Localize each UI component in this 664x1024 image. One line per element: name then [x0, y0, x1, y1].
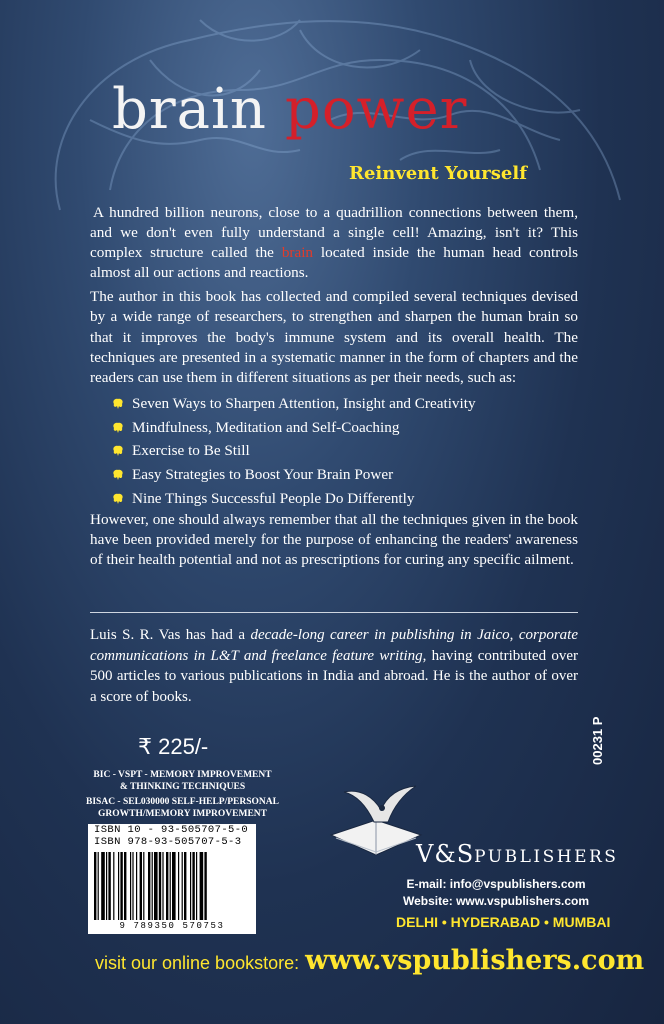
book-title — [112, 77, 468, 142]
barcode-bar — [170, 852, 171, 920]
book-blurb — [90, 203, 578, 575]
author-career: decade-long career in publishing in Jaico, corporate communications in L&T and freelance feature writing — [90, 627, 578, 664]
barcode-bar — [120, 852, 122, 920]
brain-bullet-icon — [112, 422, 124, 433]
publisher-name: V&SPUBLISHERS — [416, 840, 619, 868]
barcode-bars — [94, 852, 250, 920]
barcode-bar — [148, 852, 150, 920]
technique-list — [90, 392, 578, 510]
barcode-bar — [182, 852, 183, 920]
barcode-bar — [101, 852, 105, 920]
online-bookstore: visit our online bookstore: www.vspublishers.com — [95, 945, 645, 976]
brain-bullet-icon — [112, 445, 124, 456]
barcode-bar — [106, 852, 107, 920]
blurb-paragraph-2: The author in this book has collected and compiled several techniques devised by a wide range of researchers, to strengthen and sharpen the human brain so that it improves the body's immune system and its overall health. The techniques are presented in a systematic manner in the form of chapters and the readers can use them in different situations as per their needs, such as: — [90, 288, 578, 386]
classification-codes: BIC - VSPT - MEMORY IMPROVEMENT & THINKING TECHNIQUES BISAC - SEL030000 SELF-HELP/PERSONAL GROWTH/MEMORY IMPROVEMENT — [86, 770, 279, 819]
book-subtitle: Reinvent Yourself — [349, 163, 527, 184]
brain-bullet-icon — [112, 493, 124, 504]
list-item: Exercise to Be Still — [90, 439, 578, 463]
barcode-bar — [118, 852, 119, 920]
title-word-power: power — [284, 77, 468, 142]
barcode-bar — [196, 852, 197, 920]
brain-highlight: brain — [281, 244, 314, 262]
barcode-bar — [152, 852, 153, 920]
barcode-bar — [184, 852, 186, 920]
barcode-bar — [154, 852, 158, 920]
publisher-email: E-mail: info@vspublishers.com — [406, 877, 586, 891]
barcode-bar — [98, 852, 99, 920]
barcode-bar — [204, 852, 206, 920]
barcode-bar — [132, 852, 133, 920]
barcode-bar — [136, 852, 137, 920]
brain-bullet-icon — [112, 398, 124, 409]
publisher-website: Website: www.vspublishers.com — [402, 894, 590, 908]
section-divider — [90, 612, 578, 613]
barcode-bar — [190, 852, 191, 920]
list-item: Mindfulness, Meditation and Self-Coaching — [90, 416, 578, 440]
barcode-bar — [178, 852, 179, 920]
barcode-digits: 9 789350 570753 — [119, 921, 225, 931]
blurb-paragraph-1: A hundred billion neurons, close to a quadrillion connections between them, and we don't even fully understand a single cell! Amazing, isn't it? This complex structure called the brain located inside the human head controls almost all our actions and reactions. — [90, 204, 578, 282]
blurb-paragraph-3: However, one should always remember that all the techniques given in the book have been provided merely for the purpose of enhancing the readers' awareness of their health potential and not as prescriptions for curing any specific ailment. — [90, 511, 578, 569]
brain-bullet-icon — [112, 469, 124, 480]
barcode-bar — [200, 852, 204, 920]
barcode-bar — [140, 852, 142, 920]
barcode-bar — [192, 852, 194, 920]
publisher-cities: DELHI • HYDERABAD • MUMBAI — [396, 914, 611, 930]
isbn-13: ISBN 978-93-505707-5-3 — [94, 836, 242, 848]
barcode-bar — [94, 852, 96, 920]
product-code: 00231 P — [590, 716, 605, 765]
isbn-barcode — [88, 824, 256, 934]
list-item: Seven Ways to Sharpen Attention, Insight and Creativity — [90, 392, 578, 416]
title-word-brain: brain — [112, 77, 267, 142]
author-bio: Luis S. R. Vas has had a decade-long career in publishing in Jaico, corporate communications in L&T and freelance feature writing, having contributed over 500 articles to various publications in India and abroad. He is the author of over a score of books. — [90, 627, 578, 705]
bookstore-url: www.vspublishers.com — [305, 945, 645, 976]
barcode-bar — [108, 852, 110, 920]
list-item: Easy Strategies to Boost Your Brain Power — [90, 463, 578, 487]
list-item: Nine Things Successful People Do Differently — [90, 487, 578, 511]
price: ₹ 225/- — [138, 734, 209, 759]
barcode-bar — [143, 852, 144, 920]
barcode-bar — [124, 852, 126, 920]
barcode-bar — [166, 852, 168, 920]
publisher-contact — [396, 876, 596, 910]
barcode-bar — [172, 852, 176, 920]
barcode-bar — [159, 852, 161, 920]
barcode-bar — [130, 852, 131, 920]
isbn-10: ISBN 10 - 93-505707-5-0 — [94, 824, 249, 836]
barcode-bar — [113, 852, 114, 920]
barcode-bar — [162, 852, 163, 920]
